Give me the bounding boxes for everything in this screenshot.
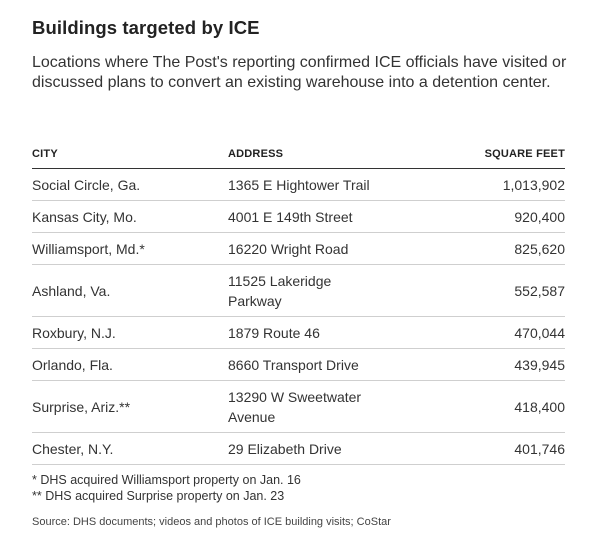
cell-square-feet: 1,013,902	[405, 169, 565, 201]
table-row	[32, 233, 565, 265]
footnote: ** DHS acquired Surprise property on Jan. 23	[32, 489, 285, 503]
cell-square-feet: 418,400	[405, 381, 565, 433]
table-row	[32, 201, 565, 233]
cell-address: 13290 W Sweetwater Avenue	[228, 381, 405, 433]
cell-address: 16220 Wright Road	[228, 233, 405, 265]
cell-address: 4001 E 149th Street	[228, 201, 405, 233]
cell-city: Roxbury, N.J.	[32, 317, 228, 349]
cell-address: 1365 E Hightower Trail	[228, 169, 405, 201]
page-title: Buildings targeted by ICE	[32, 17, 260, 38]
buildings-table	[32, 140, 565, 465]
cell-address: 29 Elizabeth Drive	[228, 433, 405, 465]
table-row	[32, 317, 565, 349]
cell-square-feet: 920,400	[405, 201, 565, 233]
table-row	[32, 381, 565, 433]
cell-address: 1879 Route 46	[228, 317, 405, 349]
footnote: * DHS acquired Williamsport property on Jan. 16	[32, 473, 301, 487]
cell-city: Orlando, Fla.	[32, 349, 228, 381]
column-header-city: CITY	[32, 140, 228, 169]
table-row	[32, 169, 565, 201]
cell-square-feet: 439,945	[405, 349, 565, 381]
cell-square-feet: 401,746	[405, 433, 565, 465]
column-header-address: ADDRESS	[228, 140, 405, 169]
table-row	[32, 265, 565, 317]
cell-city: Social Circle, Ga.	[32, 169, 228, 201]
cell-square-feet: 470,044	[405, 317, 565, 349]
source-line: Source: DHS documents; videos and photos of ICE building visits; CoStar	[32, 516, 391, 528]
cell-city: Chester, N.Y.	[32, 433, 228, 465]
cell-city: Kansas City, Mo.	[32, 201, 228, 233]
table-header-row	[32, 140, 565, 169]
column-header-square-feet: SQUARE FEET	[405, 140, 565, 169]
footnotes	[32, 472, 301, 504]
cell-square-feet: 552,587	[405, 265, 565, 317]
table-row	[32, 433, 565, 465]
cell-city: Williamsport, Md.*	[32, 233, 228, 265]
cell-address: 11525 Lakeridge Parkway	[228, 265, 405, 317]
table-row	[32, 349, 565, 381]
cell-square-feet: 825,620	[405, 233, 565, 265]
cell-city: Ashland, Va.	[32, 265, 228, 317]
cell-city: Surprise, Ariz.**	[32, 381, 228, 433]
cell-address: 8660 Transport Drive	[228, 349, 405, 381]
page-subtitle: Locations where The Post's reporting confirmed ICE officials have visited or discussed plans to convert an existing warehouse into a detention center.	[32, 54, 567, 91]
